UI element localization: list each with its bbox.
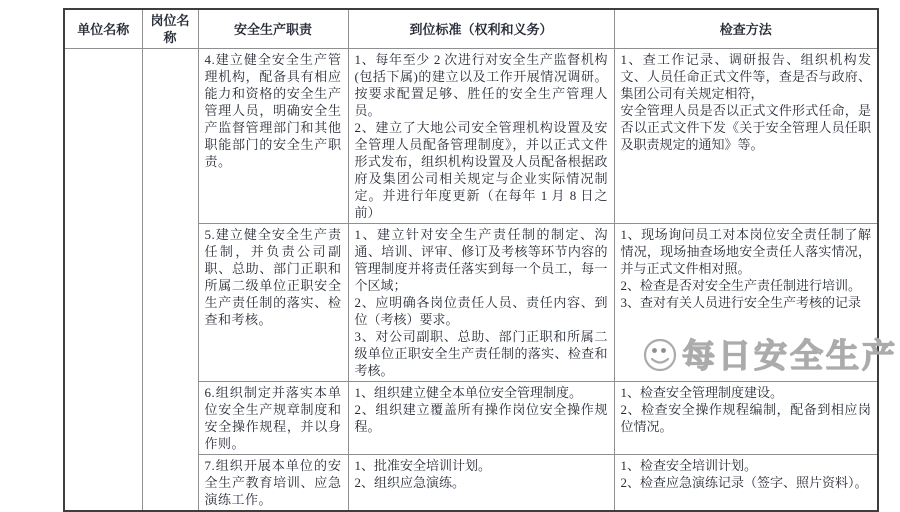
standard-cell [348, 224, 614, 382]
method-cell [614, 455, 878, 512]
standard-cell [348, 49, 614, 224]
duty-cell [198, 455, 348, 512]
method-paragraph: 1、现场询问员工对本岗位安全责任制了解情况，现场抽查场地安全责任人落实情况，并与正式文件相对照。 [620, 227, 871, 276]
duty-cell [198, 224, 348, 382]
method-cell [614, 382, 878, 455]
standard-paragraph: 2、组织建立覆盖所有操作岗位安全操作规程。 [354, 402, 608, 434]
duty-paragraph: 4.建立健全安全生产管理机构，配备具有相应能力和资格的安全生产管理人员，明确安全生产监督管理部门和其他职能部门的安全生产职责。 [204, 52, 342, 169]
position-name-cell [142, 49, 198, 512]
standard-paragraph: 2、建立了大地公司安全管理机构设置及安全管理人员配备管理制度》，并以正式文件形式发布，组织机构设置及人员配备根据政府及集团公司相关规定与企业实际情况制定。并进行年度更新（在每年 1 月 8 日之前） [354, 120, 608, 220]
table-row [64, 49, 878, 224]
method-paragraph: 3、查对有关人员进行安全生产考核的记录 [620, 295, 862, 310]
duty-cell [198, 49, 348, 224]
col-header-standard: 到位标准（权利和义务） [348, 9, 614, 49]
standard-paragraph: 1、批准安全培训计划。 [354, 458, 492, 473]
method-paragraph: 1、检查安全管理制度建设。 [620, 385, 784, 400]
duty-paragraph: 5.建立健全安全生产责任制，并负责公司副职、总助、部门正职和所属二级单位正职安全生产责任制的落实、检查和考核。 [204, 227, 342, 327]
unit-name-cell [64, 49, 142, 512]
table-body [64, 49, 878, 512]
standard-paragraph: 1、每年至少 2 次进行对安全生产监督机构(包括下属)的建立以及工作开展情况调研。按要求配置足够、胜任的安全生产管理人员。 [354, 52, 608, 118]
standard-cell [348, 382, 614, 455]
col-header-position-name: 岗位名称 [142, 9, 198, 49]
header-row [64, 9, 878, 49]
duty-paragraph: 6.组织制定并落实本单位安全生产规章制度和安全操作规程，并以身作则。 [204, 385, 342, 451]
method-paragraph: 2、检查应急演练记录（签字、照片资料）。 [620, 475, 868, 490]
method-paragraph: 2、检查是否对安全生产责任制进行培训。 [620, 278, 862, 293]
col-header-check-method: 检查方法 [614, 9, 878, 49]
standard-paragraph: 1、组织建立健全本单位安全管理制度。 [354, 385, 583, 400]
standard-cell [348, 455, 614, 512]
standard-paragraph: 3、对公司副职、总助、部门正职和所属二级单位正职安全生产责任制的落实、检查和考核。 [354, 329, 608, 378]
method-cell [614, 224, 878, 382]
method-paragraph: 1、检查安全培训计划。 [620, 458, 758, 473]
col-header-unit-name: 单位名称 [64, 9, 142, 49]
safety-duty-table [63, 8, 879, 512]
standard-paragraph: 2、组织应急演练。 [354, 475, 466, 490]
method-paragraph: 1、查工作记录、调研报告、组织机构发文、人员任命正式文件等，查是否与政府、集团公司有关规定相符， [620, 52, 871, 101]
duty-paragraph: 7.组织开展本单位的安全生产教育培训、应急演练工作。 [204, 458, 342, 507]
standard-paragraph: 1、建立针对安全生产责任制的制定、沟通、培训、评审、修订及考核等环节内容的管理制度并将责任落实到每一个员工，每一个区域； [354, 227, 608, 293]
method-paragraph: 2、检查安全操作规程编制，配备到相应岗位情况。 [620, 402, 871, 434]
method-cell [614, 49, 878, 224]
method-paragraph: 安全管理人员是否以正式文件形式任命，是否以正式文件下发《关于安全管理人员任职及职责规定的通知》等。 [620, 103, 871, 152]
duty-cell [198, 382, 348, 455]
col-header-safety-duty: 安全生产职责 [198, 9, 348, 49]
standard-paragraph: 2、应明确各岗位责任人员、责任内容、到位（考核）要求。 [354, 295, 608, 327]
